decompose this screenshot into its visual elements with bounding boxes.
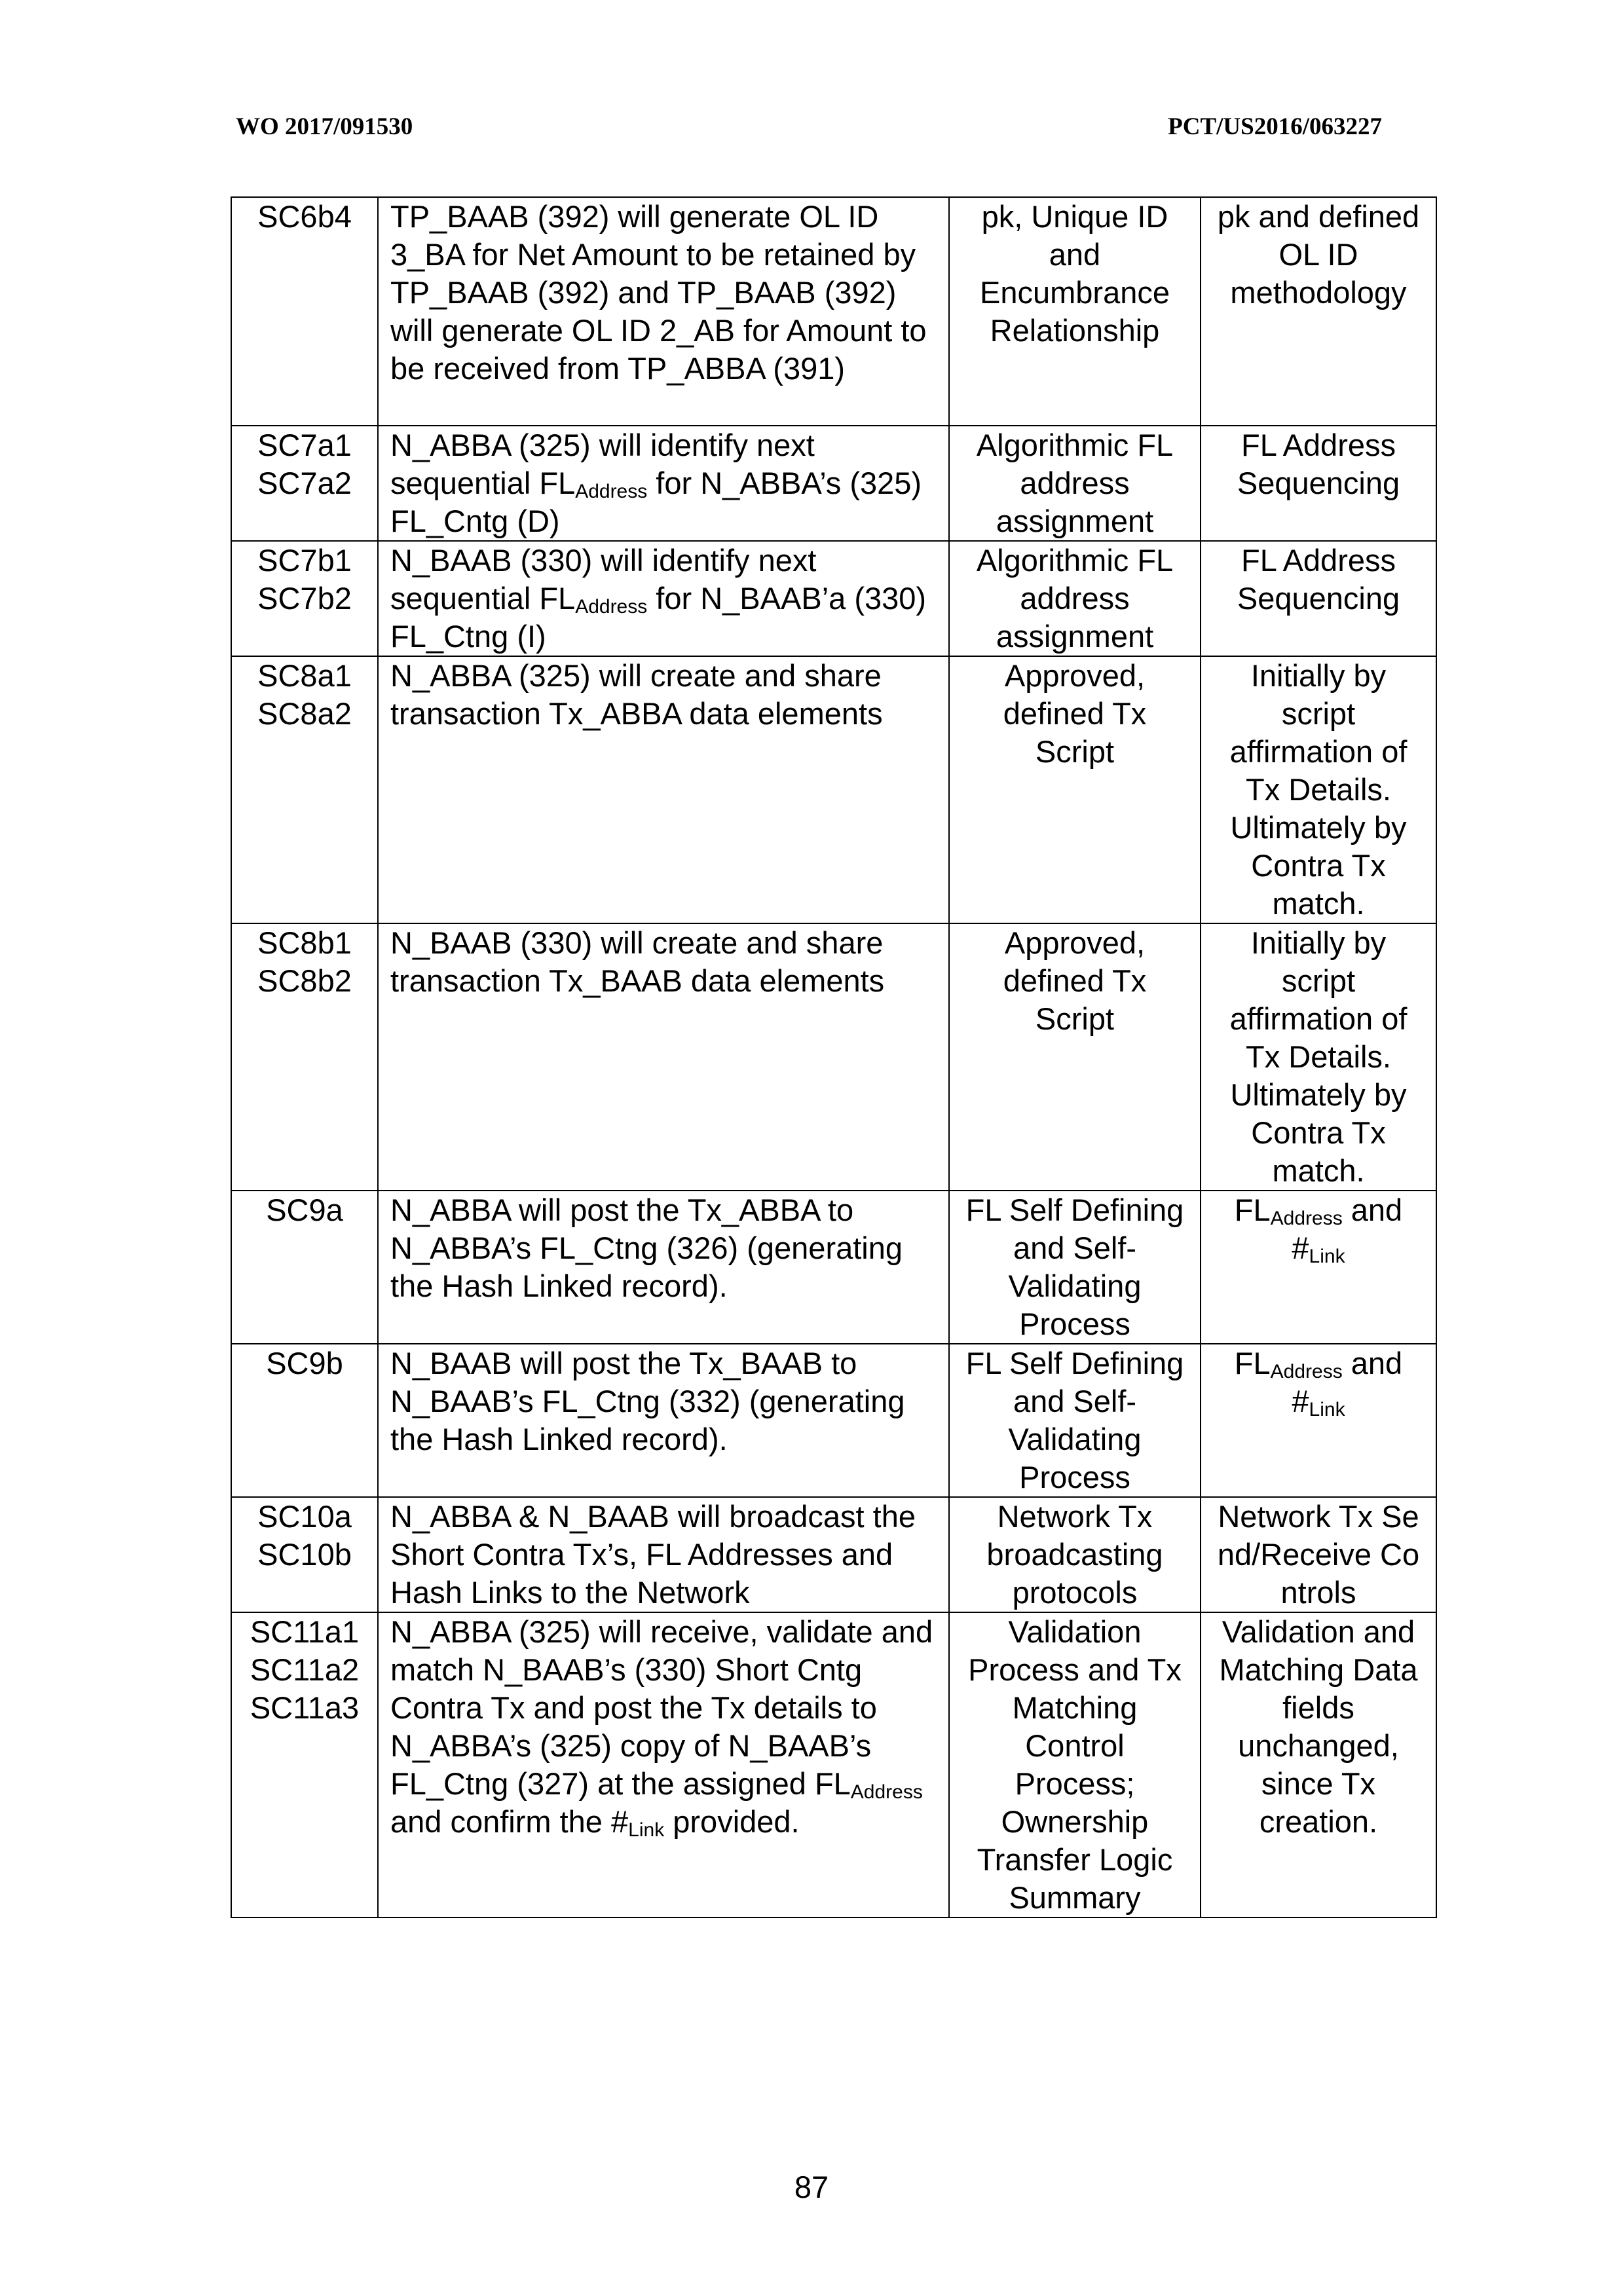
table-row <box>231 1344 1436 1497</box>
step-id-cell: SC6b4 <box>231 197 378 426</box>
step-id-cell: SC8a1 SC8a2 <box>231 656 378 923</box>
table-row <box>231 426 1436 541</box>
description-cell: N_ABBA & N_BAAB will broadcast the Short Contra Tx’s, FL Addresses and Hash Links to the Network <box>378 1497 949 1612</box>
step-id-cell: SC9b <box>231 1344 378 1497</box>
description-cell: N_ABBA (325) will receive, validate and match N_BAAB’s (330) Short Cntg Contra Tx and post the Tx details to N_ABBA’s (325) copy of N_BAAB’s FL_Ctng (327) at the assigned $FL_{Address}$ and confirm the $\#_{Link}$ provided. <box>378 1612 949 1917</box>
control-cell: Initially by script affirmation of Tx Details. Ultimately by Contra Tx match. <box>1201 656 1436 923</box>
table-row <box>231 541 1436 656</box>
description-cell: N_ABBA will post the Tx_ABBA to N_ABBA’s FL_Ctng (326) (generating the Hash Linked record). <box>378 1191 949 1344</box>
control-cell: FL Address Sequencing <box>1201 541 1436 656</box>
description-cell: N_BAAB will post the Tx_BAAB to N_BAAB’s FL_Ctng (332) (generating the Hash Linked record). <box>378 1344 949 1497</box>
step-id-cell: SC11a1 SC11a2 SC11a3 <box>231 1612 378 1917</box>
control-cell: Validation and Matching Data fields unchanged, since Tx creation. <box>1201 1612 1436 1917</box>
step-id-cell: SC10a SC10b <box>231 1497 378 1612</box>
step-id-cell: SC7b1 SC7b2 <box>231 541 378 656</box>
method-cell: Algorithmic FL address assignment <box>949 541 1201 656</box>
control-cell: Initially by script affirmation of Tx Details. Ultimately by Contra Tx match. <box>1201 923 1436 1191</box>
method-cell: Network Tx broadcasting protocols <box>949 1497 1201 1612</box>
page-number: 87 <box>794 2170 829 2204</box>
claims-table <box>231 196 1437 1918</box>
table-row <box>231 1191 1436 1344</box>
control-cell: $FL_{Address}$ and $\#_{Link}$ <box>1201 1191 1436 1344</box>
control-cell: $FL_{Address}$ and $\#_{Link}$ <box>1201 1344 1436 1497</box>
method-cell: Algorithmic FL address assignment <box>949 426 1201 541</box>
application-number: PCT/US2016/063227 <box>1168 113 1382 140</box>
method-cell: pk, Unique ID and Encumbrance Relationship <box>949 197 1201 426</box>
method-cell: Validation Process and Tx Matching Control Process; Ownership Transfer Logic Summary <box>949 1612 1201 1917</box>
table-row <box>231 656 1436 923</box>
description-cell: N_ABBA (325) will identify next sequential $FL_{Address}$ for N_ABBA’s (325) FL_Cntg (D) <box>378 426 949 541</box>
description-cell: TP_BAAB (392) will generate OL ID 3_BA for Net Amount to be retained by TP_BAAB (392) and TP_BAAB (392) will generate OL ID 2_AB for Amount to be received from TP_ABBA (391) <box>378 197 949 426</box>
description-cell: N_BAAB (330) will identify next sequential $FL_{Address}$ for N_BAAB’a (330) FL_Ctng (I) <box>378 541 949 656</box>
table-row <box>231 1612 1436 1917</box>
method-cell: Approved, defined Tx Script <box>949 656 1201 923</box>
description-cell: N_ABBA (325) will create and share transaction Tx_ABBA data elements <box>378 656 949 923</box>
method-cell: FL Self Defining and Self-Validating Process <box>949 1344 1201 1497</box>
step-id-cell: SC7a1 SC7a2 <box>231 426 378 541</box>
control-cell: FL Address Sequencing <box>1201 426 1436 541</box>
step-id-cell: SC9a <box>231 1191 378 1344</box>
description-cell: N_BAAB (330) will create and share transaction Tx_BAAB data elements <box>378 923 949 1191</box>
method-cell: Approved, defined Tx Script <box>949 923 1201 1191</box>
table-row <box>231 197 1436 426</box>
control-cell: Network Tx Send/Receive Controls <box>1201 1497 1436 1612</box>
table-row <box>231 923 1436 1191</box>
method-cell: FL Self Defining and Self-Validating Process <box>949 1191 1201 1344</box>
control-cell: pk and defined OL ID methodology <box>1201 197 1436 426</box>
publication-number: WO 2017/091530 <box>236 113 413 140</box>
claims-table-body <box>231 197 1436 1917</box>
step-id-cell: SC8b1 SC8b2 <box>231 923 378 1191</box>
table-row <box>231 1497 1436 1612</box>
